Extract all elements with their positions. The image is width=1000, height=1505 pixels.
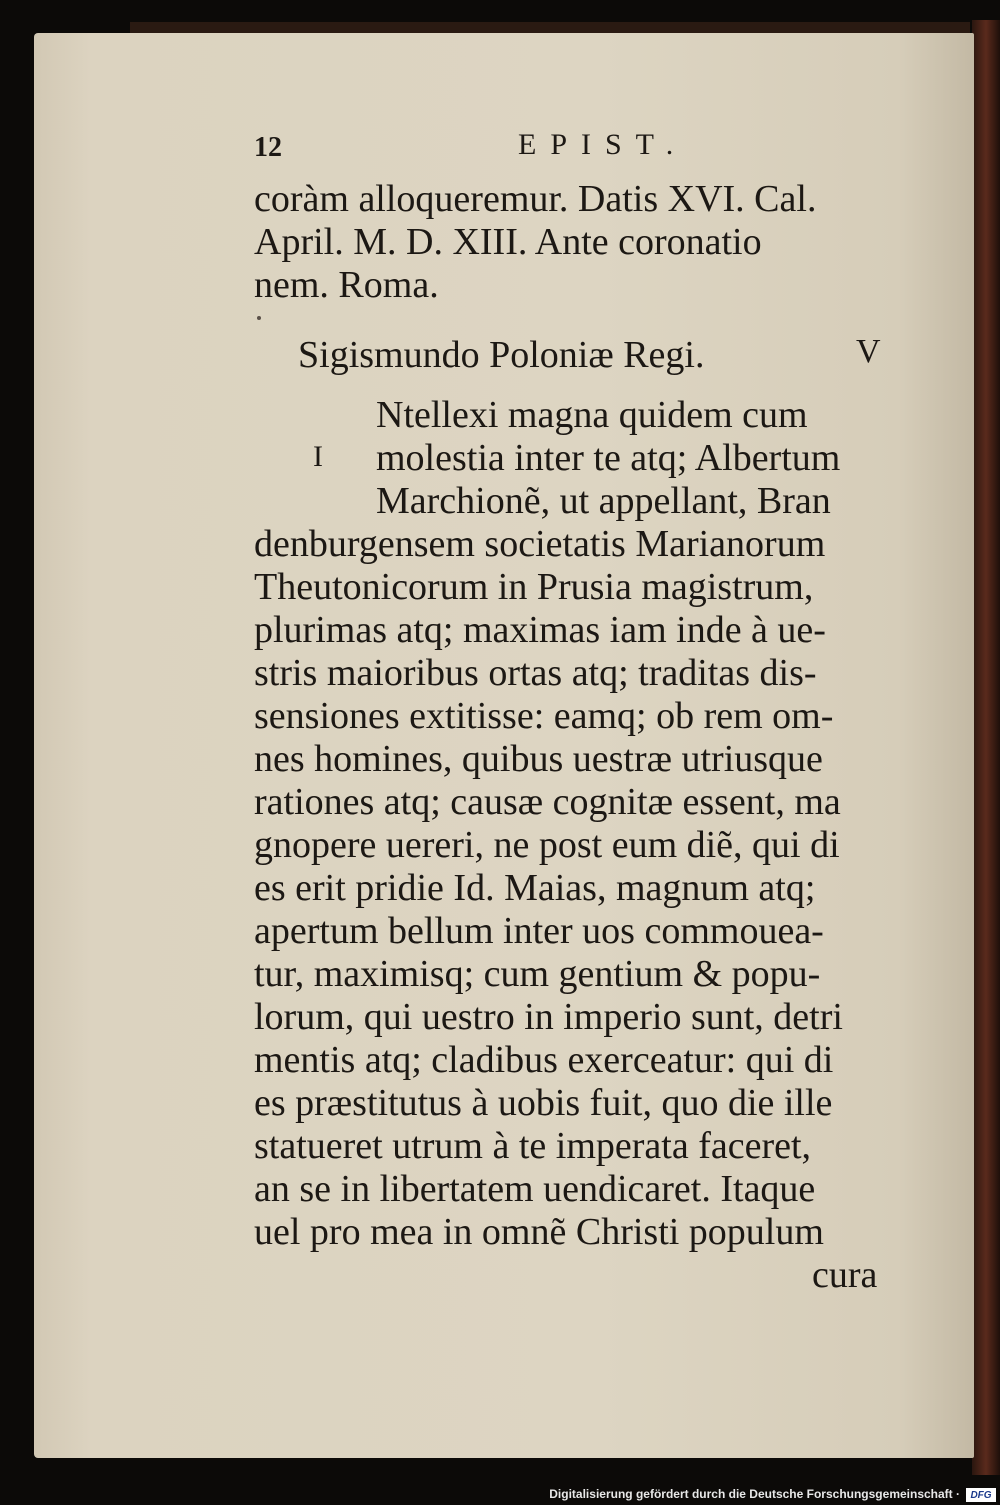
text-line: Theutonicorum in Prusia magistrum, (254, 566, 814, 608)
text-line: uel pro mea in omnẽ Christi populum (254, 1211, 824, 1253)
text-line: rationes atq; causæ cognitæ essent, ma (254, 781, 841, 823)
dfg-logo-icon: DFG (966, 1488, 996, 1502)
text-line: lorum, qui uestro in imperio sunt, detri (254, 996, 843, 1038)
catchword: cura (812, 1254, 878, 1296)
credit-text: Digitalisierung gefördert durch die Deutsche Forschungsgemeinschaft · (549, 1487, 960, 1501)
text-line: denburgensem societatis Marianorum (254, 523, 826, 565)
text-line: mentis atq; cladibus exerceatur: qui di (254, 1039, 834, 1081)
body-lines (254, 523, 843, 1254)
indented-lines (376, 394, 840, 523)
text-line: es erit pridie Id. Maias, magnum atq; (254, 867, 816, 909)
text-line: Marchionẽ, ut appellant, Bran (376, 480, 831, 522)
text-line: coràm alloqueremur. Datis XVI. Cal. (254, 178, 817, 220)
text-line: nem. Roma. (254, 264, 439, 306)
page-number: 12 (254, 132, 282, 163)
text-line: tur, maximisq; cum gentium & popu- (254, 953, 821, 995)
text-line: April. M. D. XIII. Ante coronatio (254, 221, 762, 263)
running-title: EPIST. (518, 128, 688, 161)
book-spine (972, 20, 1000, 1475)
text-line: an se in libertatem uendicaret. Itaque (254, 1168, 816, 1210)
ink-speck (257, 316, 261, 320)
opening-lines (254, 178, 816, 307)
text-line: statueret utrum à te imperata faceret, (254, 1125, 812, 1167)
text-line: es præstitutus à uobis fuit, quo die ille (254, 1082, 833, 1124)
drop-initial: I (313, 440, 323, 473)
text-line: molestia inter te atq; Albertum (376, 437, 841, 479)
text-line: Ntellexi magna quidem cum (376, 394, 808, 436)
text-line: gnopere uereri, ne post eum diẽ, qui di (254, 824, 840, 866)
text-line: sensiones extitisse: eamq; ob rem om- (254, 695, 834, 737)
letter-heading: Sigismundo Poloniæ Regi. (298, 334, 705, 376)
text-line: plurimas atq; maximas iam inde à ue- (254, 609, 826, 651)
text-line: apertum bellum inter uos commouea- (254, 910, 824, 952)
text-line: nes homines, quibus uestræ utriusque (254, 738, 823, 780)
digitization-credit (549, 1487, 960, 1501)
text-line: stris maioribus ortas atq; traditas dis- (254, 652, 817, 694)
catchletter: V (856, 333, 881, 370)
